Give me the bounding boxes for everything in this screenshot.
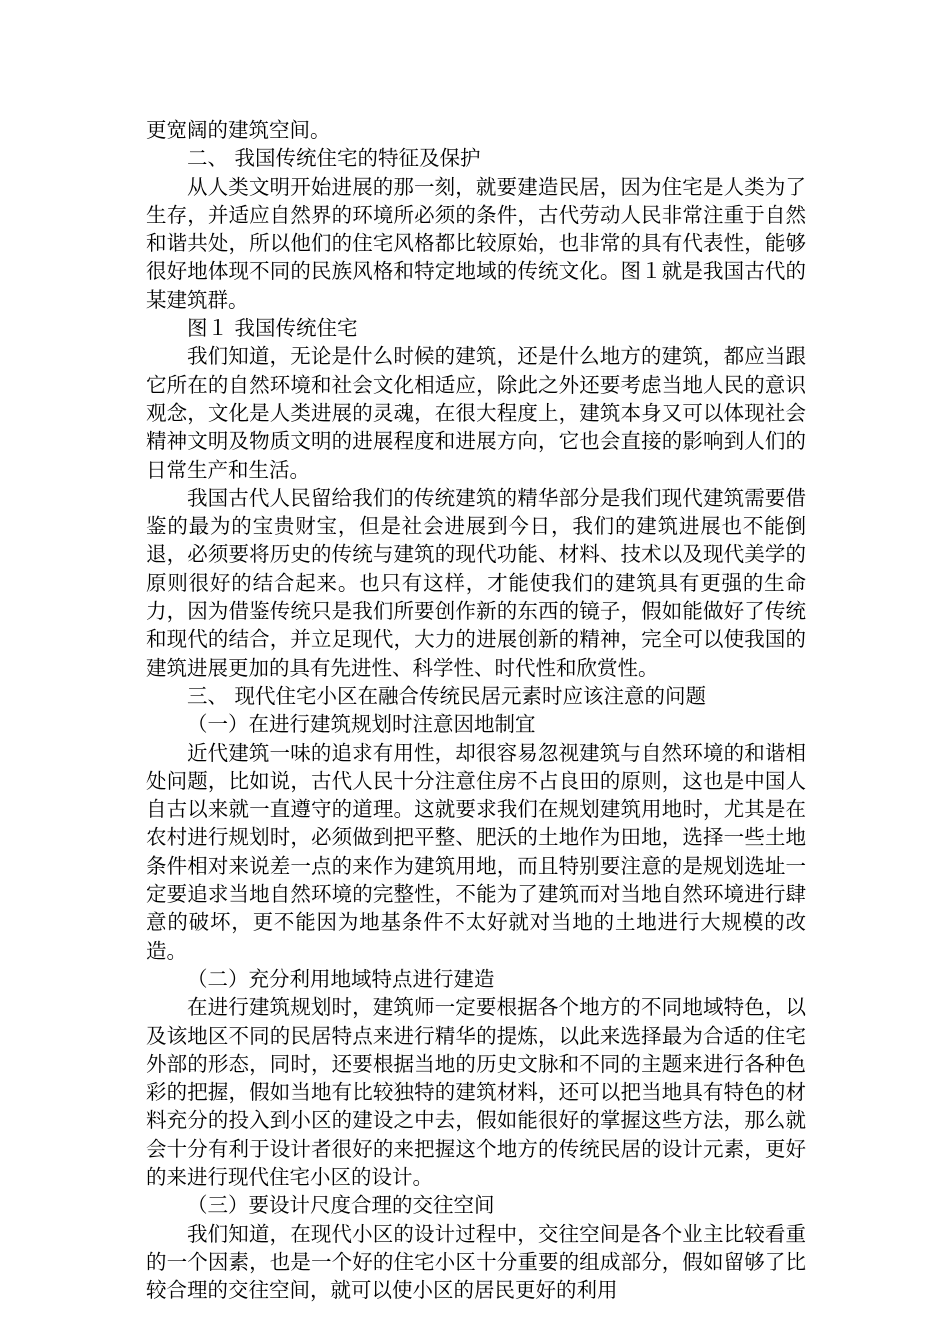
body-paragraph: 从人类文明开始进展的那一刻，就要建造民居，因为住宅是人类为了生存，并适应自然界的环境所必须的条件，古代劳动人民非常注重于自然和谐共处，所以他们的住宅风格都比较原始，也非常的具有代表性，能够很好地体现不同的民族风格和特定地域的传统文化。图１就是我国古代的某建筑群。: [146, 174, 806, 312]
body-paragraph: 我们知道，无论是什么时候的建筑，还是什么地方的建筑，都应当跟它所在的自然环境和社会文化相适应，除此之外还要考虑当地人民的意识观念，文化是人类进展的灵魂，在很大程度上，建筑本身又可以体现社会精神文明及物质文明的进展程度和进展方向，它也会直接的影响到人们的日常生产和生活。: [146, 344, 806, 482]
section-heading-3: 三、 现代住宅小区在融合传统民居元素时应该注意的问题: [187, 683, 707, 708]
body-paragraph: 在进行建筑规划时，建筑师一定要根据各个地方的不同地域特色，以及该地区不同的民居特点来进行精华的提炼，以此来选择最为合适的住宅外部的形态，同时，还要根据当地的历史文脉和不同的主题来进行各种色彩的把握，假如当地有比较独特的建筑材料，还可以把当地具有特色的材料充分的投入到小区的建设之中去，假如能很好的掌握这些方法，那么就会十分有利于设计者很好的来把握这个地方的传统民居的设计元素，更好的来进行现代住宅小区的设计。: [146, 995, 806, 1189]
document-page: [146, 116, 806, 1304]
section-heading-2: 二、 我国传统住宅的特征及保护: [187, 146, 481, 171]
paragraph-continued: 更宽阔的建筑空间。: [146, 118, 331, 142]
subsection-heading-1: （一）在进行建筑规划时注意因地制宜: [187, 712, 536, 737]
figure-caption: 图１ 我国传统住宅: [187, 316, 358, 341]
body-paragraph: 我们知道，在现代小区的设计过程中，交往空间是各个业主比较看重的一个因素，也是一个好的住宅小区十分重要的组成部分，假如留够了比较合理的交往空间，就可以使小区的居民更好的利用: [146, 1221, 806, 1303]
subsection-heading-2: （二）充分利用地域特点进行建造: [187, 966, 495, 991]
body-paragraph: 近代建筑一味的追求有用性，却很容易忽视建筑与自然环境的和谐相处问题，比如说，古代人民十分注意住房不占良田的原则，这也是中国人自古以来就一直遵守的道理。这就要求我们在规划建筑用地时，尤其是在农村进行规划时，必须做到把平整、肥沃的土地作为田地，选择一些土地条件相对来说差一点的来作为建筑用地，而且特别要注意的是规划选址一定要追求当地自然环境的完整性，不能为了建筑而对当地自然环境进行肆意的破坏，更不能因为地基条件不太好就对当地的土地进行大规模的改造。: [146, 740, 806, 963]
body-paragraph: 我国古代人民留给我们的传统建筑的精华部分是我们现代建筑需要借鉴的最为的宝贵财宝，但是社会进展到今日，我们的建筑进展也不能倒退，必须要将历史的传统与建筑的现代功能、材料、技术以及现代美学的原则很好的结合起来。也只有这样，才能使我们的建筑具有更强的生命力，因为借鉴传统只是我们所要创作新的东西的镜子，假如能做好了传统和现代的结合，并立足现代，大力的进展创新的精神，完全可以使我国的建筑进展更加的具有先进性、科学性、时代性和欣赏性。: [146, 485, 806, 680]
subsection-heading-3: （三）要设计尺度合理的交往空间: [187, 1193, 495, 1218]
